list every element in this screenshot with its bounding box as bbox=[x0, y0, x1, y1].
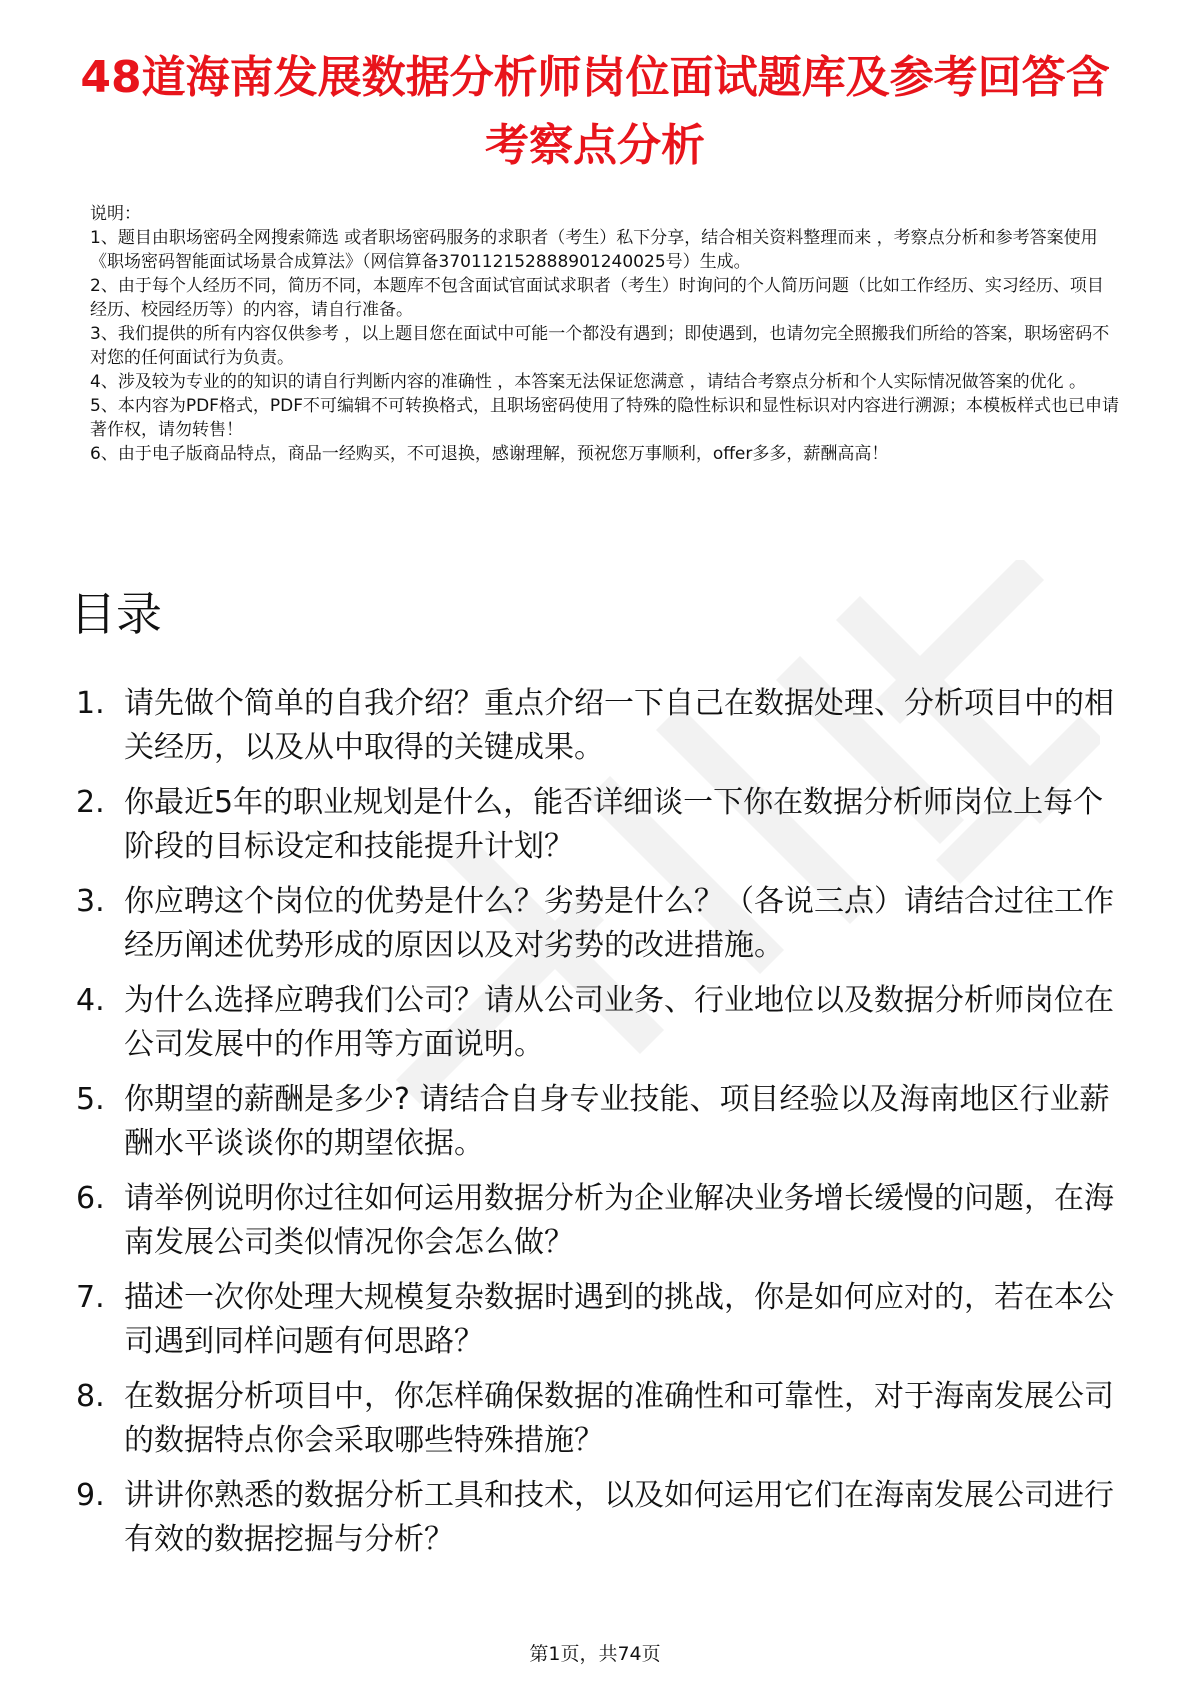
toc-item-text: 请先做个简单的自我介绍？重点介绍一下自己在数据处理、分析项目中的相关经历，以及从中取得的关键成果。 bbox=[124, 686, 1114, 765]
toc-item-text: 你应聘这个岗位的优势是什么？劣势是什么？（各说三点）请结合过往工作经历阐述优势形成的原因以及对劣势的改进措施。 bbox=[124, 884, 1114, 963]
toc-item-number: 4. bbox=[76, 983, 105, 1018]
toc-item-text: 讲讲你熟悉的数据分析工具和技术，以及如何运用它们在海南发展公司进行有效的数据挖掘与分析？ bbox=[124, 1478, 1114, 1557]
notes-section bbox=[90, 202, 1120, 466]
page-footer: 第1页，共74页 bbox=[529, 1643, 661, 1665]
toc-item-number: 5. bbox=[76, 1082, 105, 1117]
page-title: 48道海南发展数据分析师岗位面试题库及参考回答含考察点分析 bbox=[80, 52, 1110, 171]
toc-item-number: 8. bbox=[76, 1379, 105, 1414]
toc-item[interactable] bbox=[76, 1375, 1126, 1463]
toc-item-text: 你最近5年的职业规划是什么，能否详细谈一下你在数据分析师岗位上每个阶段的目标设定和技能提升计划？ bbox=[124, 785, 1104, 864]
toc-item-text: 为什么选择应聘我们公司？请从公司业务、行业地位以及数据分析师岗位在公司发展中的作用等方面说明。 bbox=[124, 983, 1114, 1062]
toc-item-number: 6. bbox=[76, 1181, 105, 1216]
toc-item[interactable] bbox=[76, 1078, 1126, 1166]
note-item: 1、题目由职场密码全网搜索筛选 或者职场密码服务的求职者（考生）私下分享，结合相关资料整理而来 ，考察点分析和参考答案使用《职场密码智能面试场景合成算法》（网信算备370112152888901240025号）生成。 bbox=[90, 228, 1098, 272]
toc-item[interactable] bbox=[76, 1177, 1126, 1265]
toc-item-number: 9. bbox=[76, 1478, 105, 1513]
note-item: 3、我们提供的所有内容仅供参考 ，以上题目您在面试中可能一个都没有遇到；即使遇到，也请勿完全照搬我们所给的答案，职场密码不对您的任何面试行为负责。 bbox=[90, 324, 1110, 368]
toc-item-number: 7. bbox=[76, 1280, 105, 1315]
note-item: 6、由于电子版商品特点，商品一经购买，不可退换，感谢理解，预祝您万事顺利，offer多多，薪酬高高！ bbox=[90, 444, 889, 464]
toc-item[interactable] bbox=[76, 1474, 1126, 1562]
notes-heading: 说明： bbox=[90, 204, 141, 224]
toc-item-text: 你期望的薪酬是多少? 请结合自身专业技能、项目经验以及海南地区行业薪酬水平谈谈你的期望依据。 bbox=[124, 1082, 1110, 1161]
toc-item-text: 描述一次你处理大规模复杂数据时遇到的挑战，你是如何应对的，若在本公司遇到同样问题有何思路？ bbox=[124, 1280, 1114, 1359]
toc-item-number: 3. bbox=[76, 884, 105, 919]
toc-item[interactable] bbox=[76, 880, 1126, 968]
toc-item-number: 1. bbox=[76, 686, 105, 721]
toc-item-number: 2. bbox=[76, 785, 105, 820]
toc-heading: 目录 bbox=[70, 587, 162, 641]
note-item: 2、由于每个人经历不同，简历不同，本题库不包含面试官面试求职者（考生）时询问的个人简历问题（比如工作经历、实习经历、项目经历、校园经历等）的内容，请自行准备。 bbox=[90, 276, 1104, 320]
toc-item[interactable] bbox=[76, 682, 1126, 770]
note-item: 5、本内容为PDF格式，PDF不可编辑不可转换格式，且职场密码使用了特殊的隐性标识和显性标识对内容进行溯源；本模板样式也已申请著作权，请勿转售！ bbox=[90, 396, 1120, 440]
toc-item[interactable] bbox=[76, 979, 1126, 1067]
toc-item-text: 在数据分析项目中，你怎样确保数据的准确性和可靠性，对于海南发展公司的数据特点你会采取哪些特殊措施？ bbox=[124, 1379, 1114, 1458]
toc-item[interactable] bbox=[76, 1276, 1126, 1364]
toc-item[interactable] bbox=[76, 781, 1126, 869]
toc-item-text: 请举例说明你过往如何运用数据分析为企业解决业务增长缓慢的问题，在海南发展公司类似情况你会怎么做？ bbox=[124, 1181, 1114, 1260]
note-item: 4、涉及较为专业的的知识的请自行判断内容的准确性 ，本答案无法保证您满意 ，请结合考察点分析和个人实际情况做答案的优化 。 bbox=[90, 372, 1087, 392]
toc-list bbox=[76, 682, 1126, 1573]
